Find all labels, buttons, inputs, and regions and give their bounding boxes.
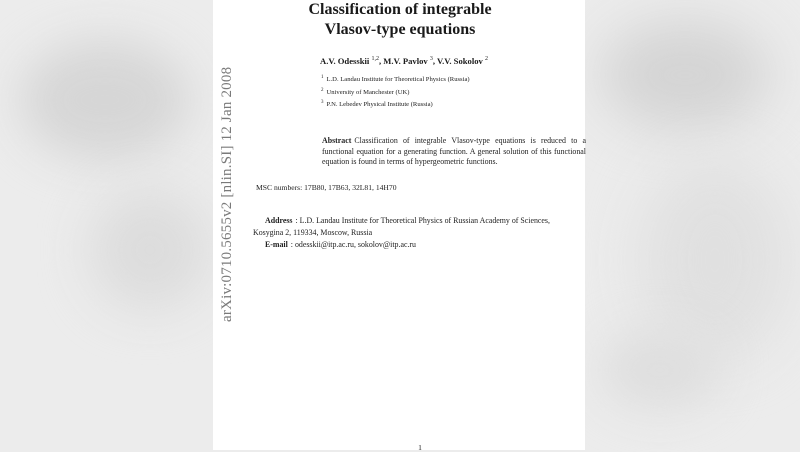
- author-affil-marks: 3: [429, 56, 433, 63]
- affiliation-number: 1: [321, 75, 324, 80]
- email-block: [265, 240, 416, 249]
- affiliation-item: [321, 73, 470, 86]
- title-line-1: Classification of integrable: [308, 1, 492, 18]
- affiliation-number: 3: [321, 100, 324, 106]
- affiliation-text: L.D. Landau Institute for Theoretical Physics (Russia): [326, 76, 470, 84]
- affiliation-number: 2: [321, 87, 324, 93]
- background-blur-shape: [20, 40, 190, 160]
- email-text: : odesskii@itp.ac.ru, sokolov@itp.ac.ru: [290, 240, 416, 249]
- arxiv-identifier: arXiv:0710.5655v2 [nlin.SI] 12 Jan 2008: [219, 66, 235, 322]
- title-line-2: Vlasov-type equations: [324, 21, 476, 38]
- affiliation-list: [321, 73, 470, 111]
- author-affil-marks: 2: [484, 56, 488, 63]
- address-block: [253, 215, 586, 238]
- abstract-text: Classification of integrable Vlasov-type equations is reduced to a functional equation for a generating function. A general solution of this functional equation is found in terms of hypergeometric functions.: [322, 136, 586, 166]
- background-blur-shape: [90, 190, 210, 310]
- author-name: V.V. Sokolov: [437, 56, 483, 66]
- affiliation-text: P.N. Lebedev Physical Institute (Russia): [326, 101, 433, 109]
- page-number: 1: [418, 443, 422, 452]
- background-blur-shape: [600, 330, 720, 410]
- affiliation-item: [321, 98, 470, 111]
- msc-numbers: MSC numbers: 17B80, 17B63, 32L81, 14H70: [256, 183, 397, 192]
- background-blur-shape: [600, 20, 770, 130]
- affiliation-text: University of Manchester (UK): [326, 88, 410, 96]
- abstract-label: Abstract: [322, 136, 352, 145]
- address-line-2: Kosygina 2, 119334, Moscow, Russia: [253, 227, 373, 237]
- address-label: Address: [265, 216, 293, 225]
- author-name: A.V. Odesskii: [320, 56, 370, 66]
- email-label: E-mail: [265, 240, 288, 249]
- address-text: : L.D. Landau Institute for Theoretical Physics of Russian Academy of Sciences,: [295, 216, 550, 225]
- paper-title: [270, 0, 530, 40]
- author-name: M.V. Pavlov: [383, 56, 428, 66]
- address-line-1: [253, 215, 586, 227]
- abstract: [322, 136, 586, 168]
- author-list: A.V. Odesskii $^{1,2}$, M.V. Pavlov $^3$, V.V. Sokolov $^2$: [320, 56, 488, 66]
- affiliation-item: [321, 86, 470, 99]
- author-affil-marks: 1,2: [371, 56, 379, 63]
